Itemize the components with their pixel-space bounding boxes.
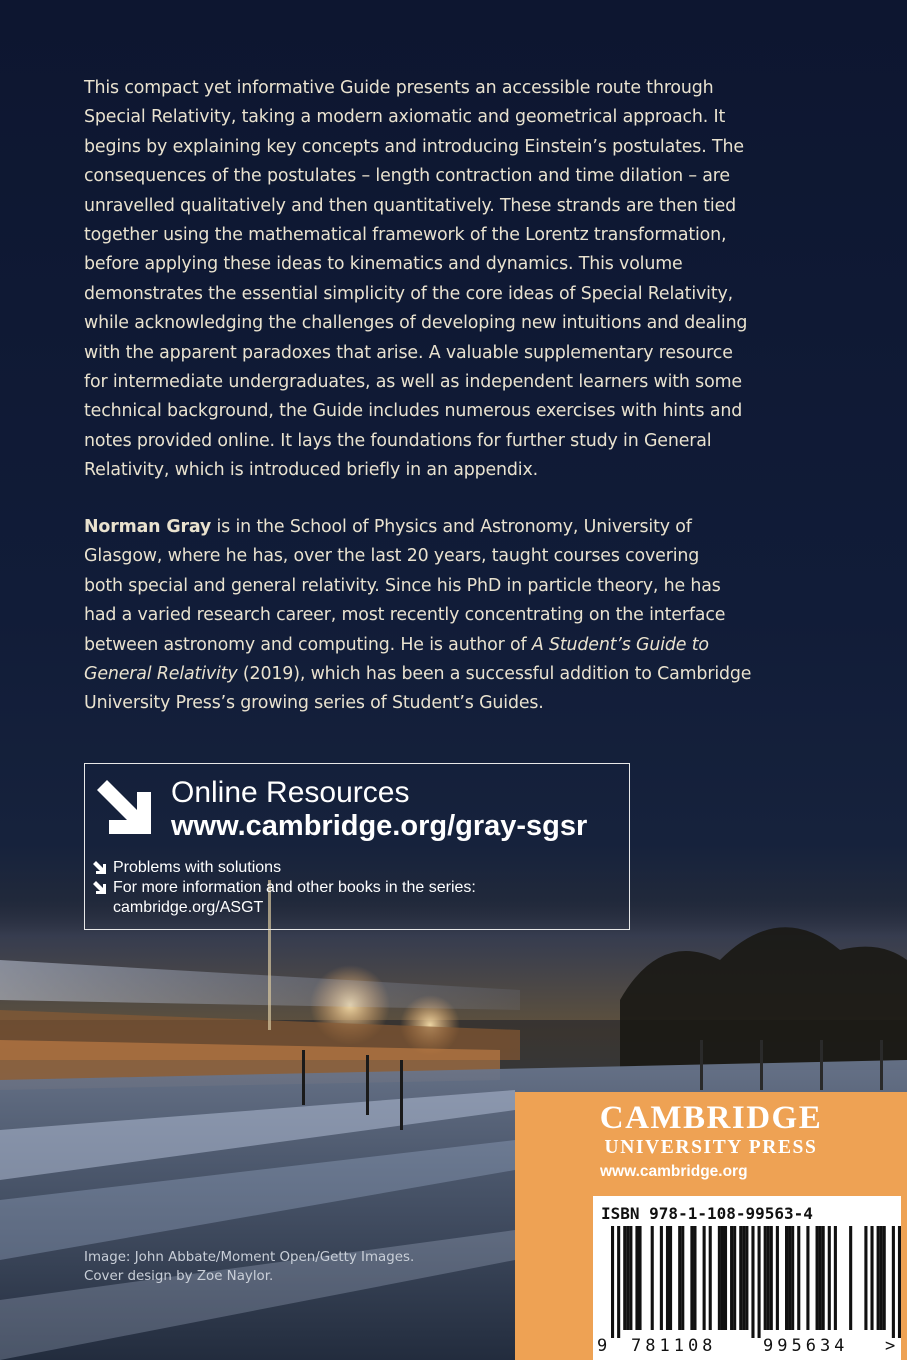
barcode-bar <box>629 1226 632 1330</box>
blurb-line: together using the mathematical framework of the Lorentz transformation, <box>84 225 727 246</box>
book-title: A Student’s Guide to <box>531 634 709 655</box>
bio-text: is in the School of Physics and Astronomy, University of <box>211 517 692 537</box>
blurb-line: notes provided online. It lays the foundations for further study in General <box>84 430 712 451</box>
barcode-bar <box>623 1226 626 1330</box>
bio-text: between astronomy and computing. He is author of <box>84 634 532 655</box>
barcode-bar <box>883 1226 886 1330</box>
barcode-bar <box>870 1226 873 1330</box>
publisher-website[interactable]: www.cambridge.org <box>600 1163 748 1180</box>
bio-line <box>84 631 764 660</box>
resource-item <box>93 858 476 878</box>
image-credits <box>84 1248 414 1286</box>
barcode-bar <box>709 1226 712 1330</box>
barcode-bar <box>816 1226 819 1330</box>
barcode-lead-digit: 9 <box>597 1336 608 1356</box>
resource-item-label: Problems with solutions <box>113 859 282 876</box>
barcode-bar <box>819 1226 822 1330</box>
barcode-bar <box>828 1226 831 1330</box>
blurb-line: for intermediate undergraduates, as well as independent learners with some <box>84 372 742 393</box>
resources-url[interactable]: www.cambridge.org/gray-sgsr <box>171 810 588 842</box>
online-resources-box <box>84 763 630 930</box>
bio-line: University Press’s growing series of Student’s Guides. <box>84 693 544 714</box>
isbn-label: ISBN 978-1-108-99563-4 <box>601 1204 813 1223</box>
blurb-line: with the apparent paradoxes that arise. A valuable supplementary resource <box>84 342 733 363</box>
author-bio <box>84 513 764 719</box>
resource-item-label: For more information and other books in the series: <box>113 879 476 896</box>
blurb-line: before applying these ideas to kinematics and dynamics. This volume <box>84 254 683 275</box>
barcode-bar <box>611 1226 614 1338</box>
barcode-bar <box>718 1226 721 1330</box>
barcode-bar <box>678 1226 681 1330</box>
barcode-bar <box>797 1226 800 1330</box>
barcode-bar <box>785 1226 788 1330</box>
blurb-line: consequences of the postulates – length contraction and time dilation – are <box>84 166 730 187</box>
barcode-quiet-mark: > <box>885 1336 896 1356</box>
barcode-bar <box>739 1226 742 1330</box>
publisher-name: CAMBRIDGE <box>599 1100 823 1136</box>
barcode-bar <box>724 1226 727 1330</box>
author-name: Norman Gray <box>84 517 212 537</box>
barcode-bar <box>776 1226 779 1330</box>
blurb-line: This compact yet informative Guide presents an accessible route through <box>84 78 714 98</box>
bio-line <box>84 660 764 689</box>
barcode-bar <box>690 1226 693 1330</box>
bio-text: (2019), which has been a successful addition to Cambridge <box>237 664 752 685</box>
bio-line <box>84 513 764 542</box>
barcode-digits <box>593 1336 901 1360</box>
barcode-bar <box>635 1226 638 1330</box>
series-link[interactable]: cambridge.org/ASGT <box>113 899 264 916</box>
blurb-line: begins by explaining key concepts and introducing Einstein’s postulates. The <box>84 136 744 157</box>
barcode-bar <box>877 1226 880 1330</box>
publisher-subtitle: UNIVERSITY PRESS <box>604 1137 818 1158</box>
image-credit: Image: John Abbate/Moment Open/Getty Images. <box>84 1250 415 1265</box>
barcode-bar <box>849 1226 852 1330</box>
barcode-bar <box>693 1226 696 1330</box>
blurb-line: Relativity, which is introduced briefly in an appendix. <box>84 460 538 481</box>
barcode-bar <box>669 1226 672 1330</box>
barcode-bar <box>626 1226 629 1330</box>
barcode-bar <box>898 1226 901 1338</box>
bio-line: Glasgow, where he has, over the last 20 years, taught courses covering <box>84 546 700 567</box>
barcode-bar <box>751 1226 754 1338</box>
barcode-bar <box>767 1226 770 1330</box>
barcode-bar <box>864 1226 867 1330</box>
barcode-bar <box>758 1226 761 1338</box>
barcode-bar <box>681 1226 684 1330</box>
barcode-bar <box>770 1226 773 1330</box>
barcode-bar <box>703 1226 706 1330</box>
barcode-block <box>593 1196 901 1360</box>
barcode-bar <box>742 1226 745 1330</box>
barcode-bar <box>880 1226 883 1330</box>
barcode <box>611 1226 901 1338</box>
barcode-bar <box>730 1226 733 1330</box>
barcode-bar <box>806 1226 809 1330</box>
bio-line: had a varied research career, most recently concentrating on the interface <box>84 605 726 626</box>
barcode-bar <box>638 1226 641 1330</box>
bio-line: both special and general relativity. Since his PhD in particle theory, he has <box>84 575 721 596</box>
arrow-down-right-icon <box>93 861 107 875</box>
barcode-bar <box>733 1226 736 1330</box>
arrow-down-right-icon <box>93 881 107 895</box>
blurb-line: unravelled qualitatively and then quantitatively. These strands are then tied <box>84 195 737 216</box>
blurb-line: technical background, the Guide includes numerous exercises with hints and <box>84 401 743 422</box>
barcode-bar <box>822 1226 825 1330</box>
blurb-line: demonstrates the essential simplicity of the core ideas of Special Relativity, <box>84 283 734 304</box>
barcode-bar <box>617 1226 620 1338</box>
arrow-down-right-icon <box>95 778 155 838</box>
barcode-bar <box>651 1226 654 1330</box>
barcode-right-digits: 995634 <box>763 1336 849 1356</box>
barcode-bar <box>788 1226 791 1330</box>
resources-heading: Online Resources <box>171 776 410 809</box>
barcode-bar <box>764 1226 767 1330</box>
barcode-left-digits: 781108 <box>631 1336 717 1356</box>
barcode-bar <box>721 1226 724 1330</box>
book-title: General Relativity <box>84 664 238 685</box>
barcode-bar <box>666 1226 669 1330</box>
blurb-line: while acknowledging the challenges of developing new intuitions and dealing <box>84 313 748 334</box>
book-blurb <box>84 74 764 486</box>
blurb-line: Special Relativity, taking a modern axiomatic and geometrical approach. It <box>84 107 726 128</box>
barcode-bar <box>892 1226 895 1338</box>
publisher-panel <box>515 1092 907 1360</box>
barcode-bar <box>660 1226 663 1330</box>
resource-item <box>93 878 476 898</box>
barcode-bar <box>745 1226 748 1330</box>
design-credit: Cover design by Zoe Naylor. <box>84 1269 274 1284</box>
barcode-bar <box>834 1226 837 1330</box>
barcode-bar <box>791 1226 794 1330</box>
